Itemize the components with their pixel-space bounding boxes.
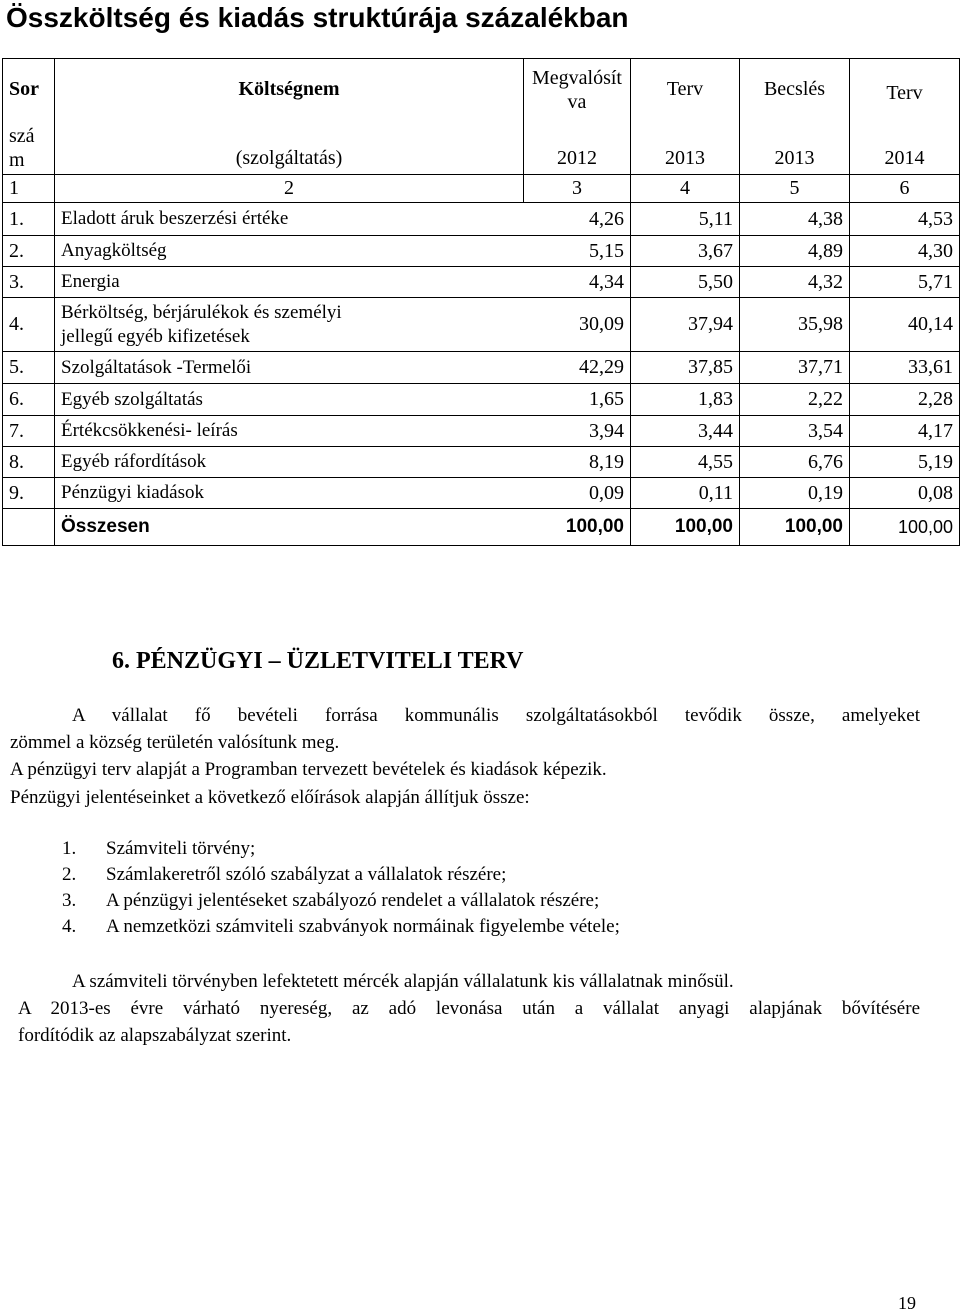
row-num: 9. bbox=[3, 478, 55, 509]
cost-structure-table bbox=[2, 58, 960, 546]
row-value: 2,22 bbox=[740, 384, 850, 416]
row-value: 5,15 bbox=[524, 236, 631, 267]
total-num bbox=[3, 509, 55, 546]
row-value: 33,61 bbox=[850, 352, 960, 384]
row-value: 6,76 bbox=[740, 447, 850, 478]
row-value: 0,08 bbox=[850, 478, 960, 509]
table-colnum-row bbox=[3, 175, 960, 203]
table-row bbox=[3, 236, 960, 267]
header-year-3: 2013 bbox=[740, 121, 850, 175]
list-item-number: 1. bbox=[62, 838, 77, 859]
row-name: Energia bbox=[55, 267, 524, 298]
list-item-text: A pénzügyi jelentéseket szabályozó rendelet a vállalatok részére; bbox=[106, 890, 600, 911]
table-total-row bbox=[3, 509, 960, 546]
page-number: 19 bbox=[898, 1293, 916, 1313]
list-item bbox=[62, 888, 922, 914]
row-num: 4. bbox=[3, 298, 55, 352]
table-row bbox=[3, 447, 960, 478]
section-heading: 6. PÉNZÜGYI – ÜZLETVITELI TERV bbox=[112, 648, 524, 674]
row-name: Értékcsökkenési- leírás bbox=[55, 416, 524, 447]
list-item bbox=[62, 836, 922, 862]
paragraph-profit-line1: A 2013-es évre várható nyereség, az adó levonása után a vállalat anyagi alapjának bővítésére bbox=[18, 998, 920, 1019]
list-item-number: 3. bbox=[62, 890, 77, 911]
row-value: 3,94 bbox=[524, 416, 631, 447]
total-value: 100,00 bbox=[524, 509, 631, 546]
row-value: 4,32 bbox=[740, 267, 850, 298]
colnum-5: 5 bbox=[740, 175, 850, 203]
row-value: 4,34 bbox=[524, 267, 631, 298]
row-name: Egyéb ráfordítások bbox=[55, 447, 524, 478]
header-col-plan-2014: Terv bbox=[850, 59, 960, 121]
row-value: 4,30 bbox=[850, 236, 960, 267]
row-value: 1,83 bbox=[631, 384, 740, 416]
row-name: Eladott áruk beszerzési értéke bbox=[55, 203, 524, 236]
row-num: 3. bbox=[3, 267, 55, 298]
row-value: 4,38 bbox=[740, 203, 850, 236]
total-label: Összesen bbox=[55, 509, 524, 546]
colnum-4: 4 bbox=[631, 175, 740, 203]
paragraph-revenue-line2: zömmel a község területén valósítunk meg. bbox=[10, 732, 340, 753]
list-item-text: Számviteli törvény; bbox=[106, 838, 256, 859]
header-col-actual-label: Megvalósít va bbox=[532, 66, 622, 113]
row-value: 0,09 bbox=[524, 478, 631, 509]
row-value: 5,19 bbox=[850, 447, 960, 478]
table-row bbox=[3, 352, 960, 384]
total-value: 100,00 bbox=[631, 509, 740, 546]
row-name: Egyéb szolgáltatás bbox=[55, 384, 524, 416]
row-value: 37,71 bbox=[740, 352, 850, 384]
row-num: 1. bbox=[3, 203, 55, 236]
row-value: 4,55 bbox=[631, 447, 740, 478]
list-item bbox=[62, 914, 922, 940]
row-value: 5,50 bbox=[631, 267, 740, 298]
header-row-label: Sor bbox=[3, 59, 55, 121]
row-value: 30,09 bbox=[524, 298, 631, 352]
colnum-1: 1 bbox=[3, 175, 55, 203]
table-row bbox=[3, 384, 960, 416]
page-title: Összköltség és kiadás struktúrája százalékban bbox=[6, 2, 629, 33]
row-name: Bérköltség, bérjárulékok és személyi jellegű egyéb kifizetések bbox=[55, 298, 524, 352]
requirements-list bbox=[62, 836, 922, 940]
colnum-2: 2 bbox=[55, 175, 524, 203]
row-value: 37,85 bbox=[631, 352, 740, 384]
header-cost-type: Költségnem bbox=[55, 59, 524, 121]
paragraph-plan-basis: A pénzügyi terv alapját a Programban tervezett bevételek és kiadások képezik. bbox=[10, 759, 607, 780]
row-num: 6. bbox=[3, 384, 55, 416]
row-value: 5,71 bbox=[850, 267, 960, 298]
table-row bbox=[3, 416, 960, 447]
header-row-label-2 bbox=[3, 121, 55, 175]
header-col-estimate: Becslés bbox=[740, 59, 850, 121]
row-value: 3,54 bbox=[740, 416, 850, 447]
header-cost-type-2: (szolgáltatás) bbox=[55, 121, 524, 175]
row-value: 42,29 bbox=[524, 352, 631, 384]
header-col-actual bbox=[524, 59, 631, 121]
row-value: 35,98 bbox=[740, 298, 850, 352]
row-value: 5,11 bbox=[631, 203, 740, 236]
table-row bbox=[3, 267, 960, 298]
row-value: 0,11 bbox=[631, 478, 740, 509]
row-value: 37,94 bbox=[631, 298, 740, 352]
row-value: 4,26 bbox=[524, 203, 631, 236]
paragraph-reports: Pénzügyi jelentéseinket a következő előírások alapján állítjuk össze: bbox=[10, 787, 530, 808]
table-header-row bbox=[3, 59, 960, 121]
row-value: 2,28 bbox=[850, 384, 960, 416]
colnum-6: 6 bbox=[850, 175, 960, 203]
row-value: 1,65 bbox=[524, 384, 631, 416]
row-value: 0,19 bbox=[740, 478, 850, 509]
header-row-label-2-text: szá m bbox=[9, 125, 35, 171]
row-name: Anyagköltség bbox=[55, 236, 524, 267]
row-num: 5. bbox=[3, 352, 55, 384]
row-name: Pénzügyi kiadások bbox=[55, 478, 524, 509]
list-item-text: A nemzetközi számviteli szabványok normáinak figyelembe vétele; bbox=[106, 916, 620, 937]
row-num: 2. bbox=[3, 236, 55, 267]
total-value: 100,00 bbox=[740, 509, 850, 546]
list-item-number: 4. bbox=[62, 916, 77, 937]
list-item bbox=[62, 862, 922, 888]
paragraph-small-company: A számviteli törvényben lefektetett mércék alapján vállalatunk kis vállalatnak minősül. bbox=[72, 971, 734, 992]
row-value: 40,14 bbox=[850, 298, 960, 352]
row-value: 4,53 bbox=[850, 203, 960, 236]
header-col-plan-2013: Terv bbox=[631, 59, 740, 121]
row-name: Szolgáltatások -Termelői bbox=[55, 352, 524, 384]
row-value: 3,44 bbox=[631, 416, 740, 447]
table-row bbox=[3, 203, 960, 236]
table-row bbox=[3, 298, 960, 352]
colnum-3: 3 bbox=[524, 175, 631, 203]
table-row bbox=[3, 478, 960, 509]
row-value: 4,17 bbox=[850, 416, 960, 447]
row-num: 8. bbox=[3, 447, 55, 478]
row-value: 8,19 bbox=[524, 447, 631, 478]
header-year-4: 2014 bbox=[850, 121, 960, 175]
paragraph-profit-line2: fordítódik az alapszabályzat szerint. bbox=[18, 1025, 292, 1046]
header-year-2: 2013 bbox=[631, 121, 740, 175]
total-value: 100,00 bbox=[850, 509, 960, 546]
row-value: 3,67 bbox=[631, 236, 740, 267]
list-item-text: Számlakeretről szóló szabályzat a vállalatok részére; bbox=[106, 864, 507, 885]
row-value: 4,89 bbox=[740, 236, 850, 267]
table-year-row bbox=[3, 121, 960, 175]
header-year-1: 2012 bbox=[524, 121, 631, 175]
row-num: 7. bbox=[3, 416, 55, 447]
paragraph-revenue-line1: A vállalat fő bevételi forrása kommunális szolgáltatásokból tevődik össze, amelyeket bbox=[72, 705, 920, 726]
list-item-number: 2. bbox=[62, 864, 77, 885]
